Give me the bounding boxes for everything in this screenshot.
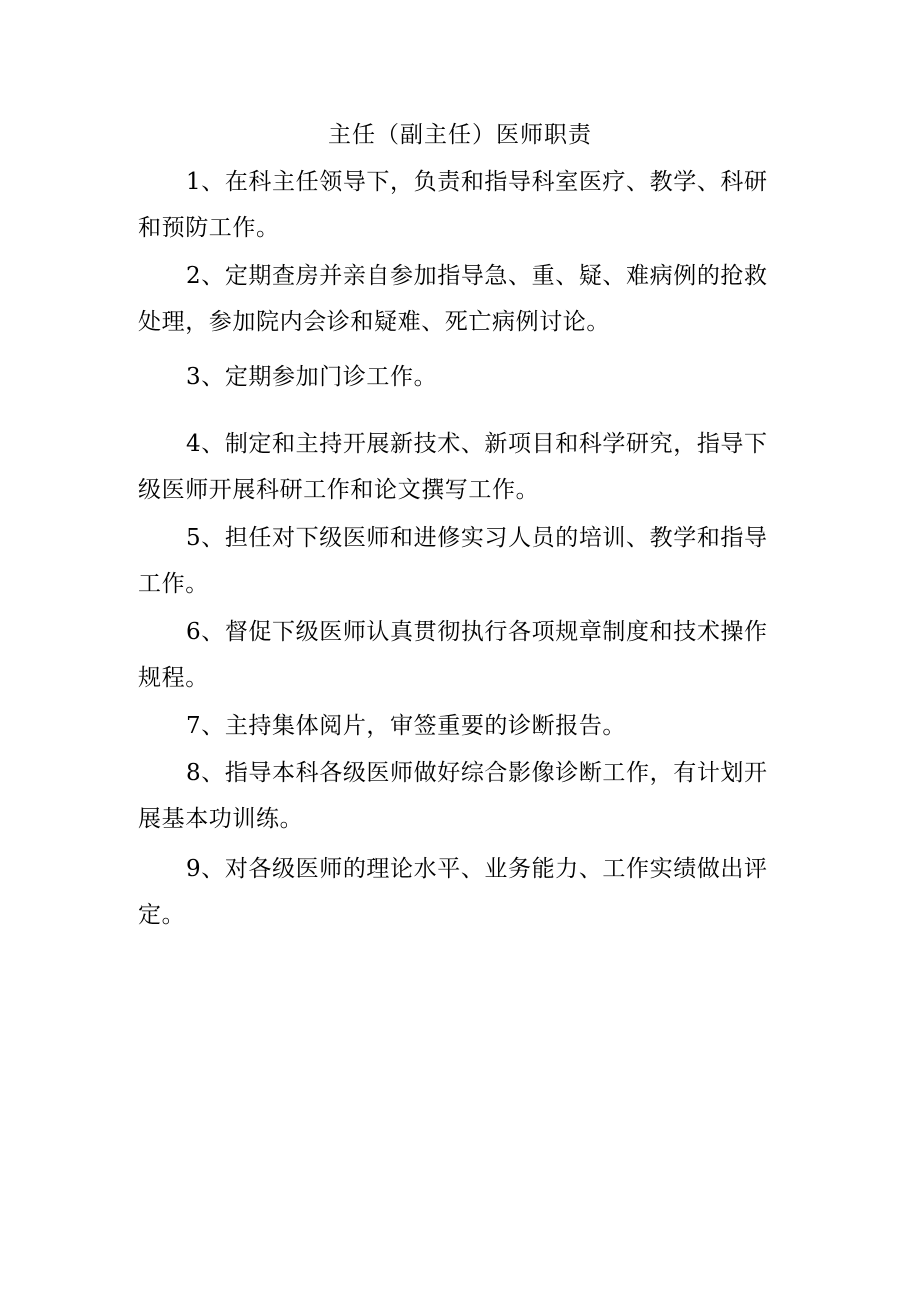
duty-item-5: 5、担任对下级医师和进修实习人员的培训、教学和指导工作。 xyxy=(138,525,768,597)
duty-item-7: 7、主持集体阅片，审签重要的诊断报告。 xyxy=(186,713,627,739)
document-title: 主任（副主任）医师职责 xyxy=(328,122,592,148)
duty-item-4: 4、制定和主持开展新技术、新项目和科学研究，指导下级医师开展科研工作和论文撰写工作。 xyxy=(138,431,768,503)
duty-item-9: 9、对各级医师的理论水平、业务能力、工作实绩做出评定。 xyxy=(138,856,768,928)
duty-item-3: 3、定期参加门诊工作。 xyxy=(186,364,438,390)
duty-item-8: 8、指导本科各级医师做好综合影像诊断工作，有计划开展基本功训练。 xyxy=(138,760,768,832)
duty-item-6: 6、督促下级医师认真贯彻执行各项规章制度和技术操作规程。 xyxy=(138,619,768,691)
duty-item-2: 2、定期查房并亲自参加指导急、重、疑、难病例的抢救处理，参加院内会诊和疑难、死亡病例讨论。 xyxy=(138,263,768,335)
duty-item-1: 1、在科主任领导下，负责和指导科室医疗、教学、科研和预防工作。 xyxy=(138,169,768,241)
